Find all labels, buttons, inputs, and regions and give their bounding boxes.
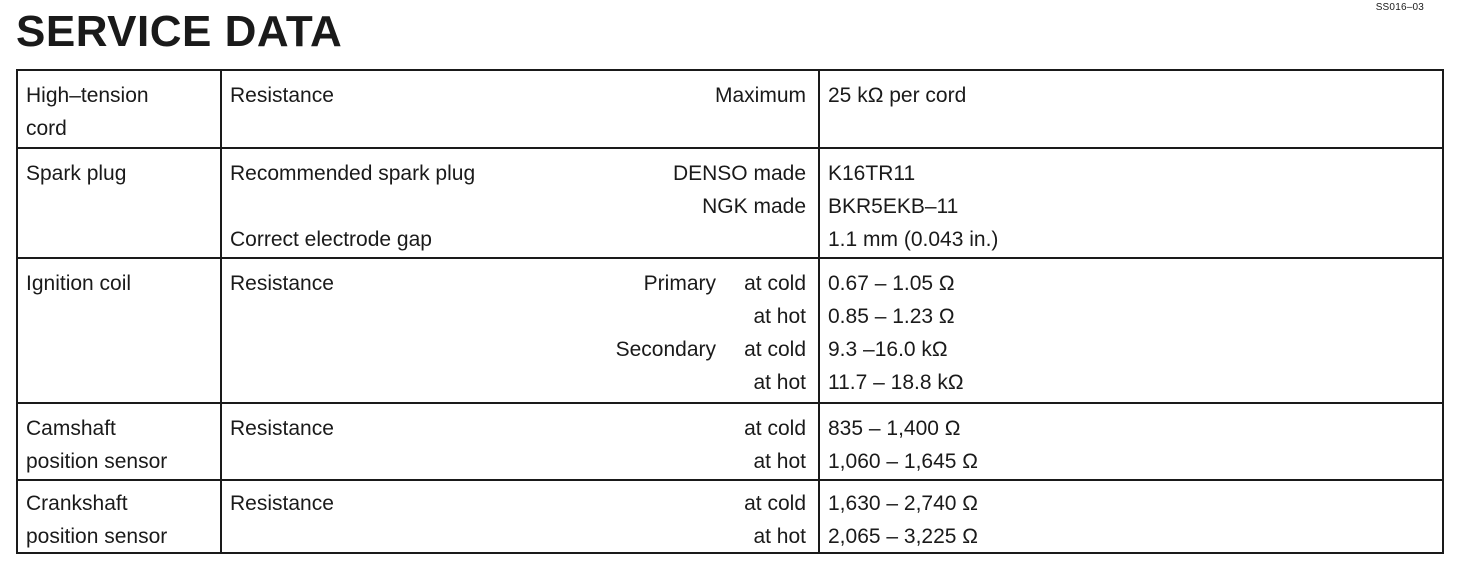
component-cell: Ignition coil xyxy=(26,272,132,295)
component-cell: High–tension cord xyxy=(26,84,149,140)
service-data-table xyxy=(16,69,1444,554)
condition-cell: at cold at hot at cold at hot xyxy=(744,272,806,394)
item-cell: Resistance xyxy=(230,272,334,295)
value-cell: K16TR11 BKR5EKB–11 1.1 mm (0.043 in.) xyxy=(828,162,999,251)
document-code: SS016–03 xyxy=(1375,2,1424,13)
table-row xyxy=(18,479,1442,554)
item-cell: Resistance xyxy=(230,417,334,440)
item-cell: Recommended spark plug Correct electrode gap xyxy=(230,162,476,251)
sub-condition-cell: Primary Secondary xyxy=(615,272,716,361)
item-cell: Resistance xyxy=(230,492,334,515)
table-row xyxy=(18,147,1442,259)
value-cell: 25 kΩ per cord xyxy=(828,84,967,107)
item-cell: Resistance xyxy=(230,84,334,107)
value-cell: 0.67 – 1.05 Ω 0.85 – 1.23 Ω 9.3 –16.0 kΩ 11.7 – 18.8 kΩ xyxy=(828,272,964,394)
value-cell: 835 – 1,400 Ω 1,060 – 1,645 Ω xyxy=(828,417,978,473)
value-cell: 1,630 – 2,740 Ω 2,065 – 3,225 Ω xyxy=(828,492,978,548)
page-title: SERVICE DATA xyxy=(16,7,343,56)
condition-cell: at cold at hot xyxy=(744,417,806,473)
condition-cell: DENSO made NGK made xyxy=(672,162,806,218)
table-row xyxy=(18,402,1442,481)
condition-cell: at cold at hot xyxy=(744,492,806,548)
component-cell: Camshaft position sensor xyxy=(26,417,168,473)
table-row xyxy=(18,71,1442,147)
table-row xyxy=(18,257,1442,404)
condition-cell: Maximum xyxy=(714,84,806,107)
component-cell: Spark plug xyxy=(26,162,127,185)
component-cell: Crankshaft position sensor xyxy=(26,492,168,548)
